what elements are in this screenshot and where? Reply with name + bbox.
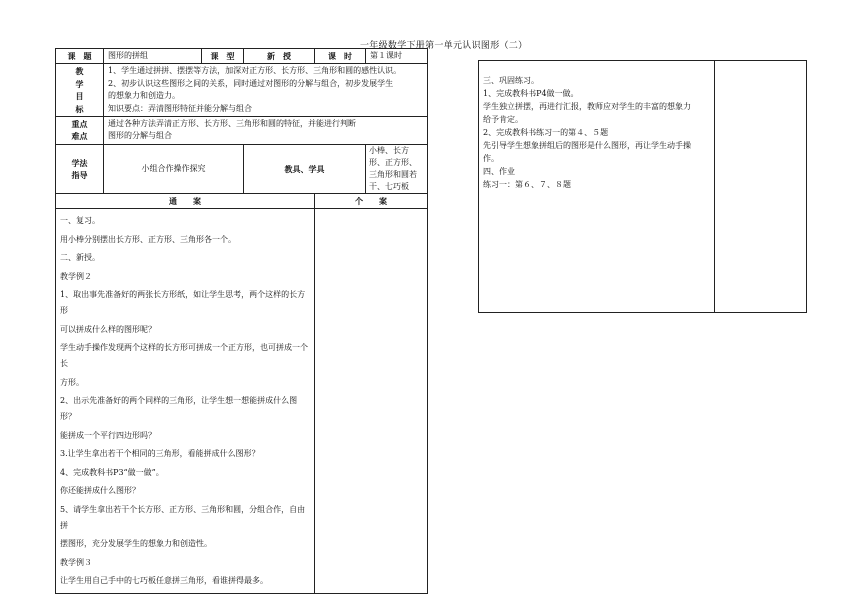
body-line: 教学例２ bbox=[60, 271, 92, 281]
goals-content bbox=[104, 64, 428, 117]
method-label-1: 学法 bbox=[71, 158, 88, 168]
key-label: 重点 bbox=[71, 119, 88, 129]
topic-value: 图形的拼组 bbox=[104, 49, 202, 64]
tools-value: 小棒、长方形、正方形、三角形和圆若干、七巧板 bbox=[366, 145, 428, 194]
key-points-row bbox=[56, 117, 428, 145]
body-line: 一、复习。 bbox=[60, 216, 100, 225]
body-line: 可以拼成什么样的图形呢？ bbox=[60, 324, 156, 334]
right-line: 1、完成教科书P4做一做。 bbox=[483, 89, 579, 98]
individual-plan-header: 个 案 bbox=[315, 194, 428, 209]
goal-line: 的想象力和创造力。 bbox=[108, 91, 180, 100]
body-line: 5、请学生拿出若干个长方形、正方形、三角形和圆，分组合作，自由拼 bbox=[60, 504, 306, 530]
difficulty-label: 难点 bbox=[71, 131, 88, 141]
body-line: 教学例３ bbox=[60, 557, 92, 567]
type-value: 新 授 bbox=[244, 49, 315, 64]
continuation-row bbox=[479, 61, 807, 313]
header-row bbox=[56, 49, 428, 64]
right-line: 三、巩固练习。 bbox=[483, 76, 539, 85]
goals-label bbox=[56, 64, 104, 117]
body-line: 用小棒分别摆出长方形、正方形、三角形各一个。 bbox=[60, 234, 236, 244]
right-line: 四、作业 bbox=[483, 167, 515, 176]
body-line: 二、新授。 bbox=[60, 253, 100, 262]
goal-line: 2、初步认识这些图形之间的关系，同时通过对图形的分解与组合，初步发展学生 bbox=[108, 78, 394, 88]
continuation-table bbox=[478, 60, 807, 313]
common-plan-content bbox=[56, 209, 315, 594]
goals-row bbox=[56, 64, 428, 117]
tools-label: 教具、学具 bbox=[244, 145, 366, 194]
method-label bbox=[56, 145, 104, 194]
body-line: 你还能拼成什么图形？ bbox=[60, 486, 140, 495]
body-line: 让学生用自己手中的七巧板任意拼三角形，看谁拼得最多。 bbox=[60, 576, 268, 585]
goals-label-char: 教 bbox=[75, 66, 84, 76]
goal-line: 1、学生通过拼拼、摆摆等方法，加深对正方形、长方形、三角形和圆的感性认识。 bbox=[108, 66, 402, 75]
right-line: 给予肯定。 bbox=[483, 115, 523, 124]
topic-label: 课 题 bbox=[56, 49, 104, 64]
key-point-line: 通过各种方法弄清正方形、长方形、三角形和圆的特征，并能进行判断 bbox=[108, 119, 356, 128]
goals-label-char: 目 bbox=[75, 91, 84, 101]
difficulty-line: 图形的分解与组合 bbox=[108, 131, 172, 140]
key-points-label bbox=[56, 117, 104, 145]
method-row bbox=[56, 145, 428, 194]
body-line: 方形。 bbox=[60, 377, 84, 387]
goals-label-char: 标 bbox=[75, 103, 84, 114]
goal-line: 知识要点：弄清图形特征并能分解与组合 bbox=[108, 103, 252, 113]
right-line: 先引导学生想象拼组后的图形是什么图形，再让学生动手操 bbox=[483, 141, 691, 150]
period-value: 第１课时 bbox=[366, 49, 428, 64]
goals-label-char: 学 bbox=[75, 78, 84, 89]
body-line: 能拼成一个平行四边形吗？ bbox=[60, 430, 156, 440]
body-line: 2、出示先准备好的两个同样的三角形，让学生想一想能拼成什么图形？ bbox=[60, 396, 298, 421]
type-label: 课 型 bbox=[202, 49, 244, 64]
right-line: 作。 bbox=[483, 154, 499, 163]
continuation-individual-content bbox=[715, 61, 807, 313]
method-label-2: 指导 bbox=[71, 170, 88, 180]
right-line: 练习一：第６、７、８题 bbox=[483, 180, 571, 189]
body-line: 学生动手操作发现两个这样的长方形可拼成一个正方形，也可拼成一个长 bbox=[60, 343, 308, 368]
body-line: 3.让学生拿出若干个相同的三角形，看能拼成什么图形？ bbox=[60, 449, 260, 458]
body-line: 摆图形，充分发展学生的想象力和创造性。 bbox=[60, 539, 212, 548]
columns-row bbox=[56, 194, 428, 209]
individual-plan-content bbox=[315, 209, 428, 594]
document-title: 一年级数学下册第一单元认识图形（二） bbox=[360, 41, 528, 51]
period-label: 课 时 bbox=[315, 49, 366, 64]
continuation-common-content bbox=[479, 61, 715, 313]
common-plan-header: 通 案 bbox=[56, 194, 315, 209]
method-value: 小组合作操作探究 bbox=[104, 145, 244, 194]
right-line: 学生独立拼摆，再进行汇报，教师应对学生的丰富的想象力 bbox=[483, 102, 691, 111]
body-line: 1、取出事先准备好的两张长方形纸，如让学生思考，两个这样的长方形 bbox=[60, 290, 306, 315]
key-points-content bbox=[104, 117, 428, 145]
right-line: 2、完成教科书练习一的第４、５题 bbox=[483, 128, 609, 137]
body-line: 4、完成教科书P3“做一做”。 bbox=[60, 467, 164, 477]
lesson-plan-table bbox=[55, 48, 428, 594]
main-content-row bbox=[56, 209, 428, 594]
